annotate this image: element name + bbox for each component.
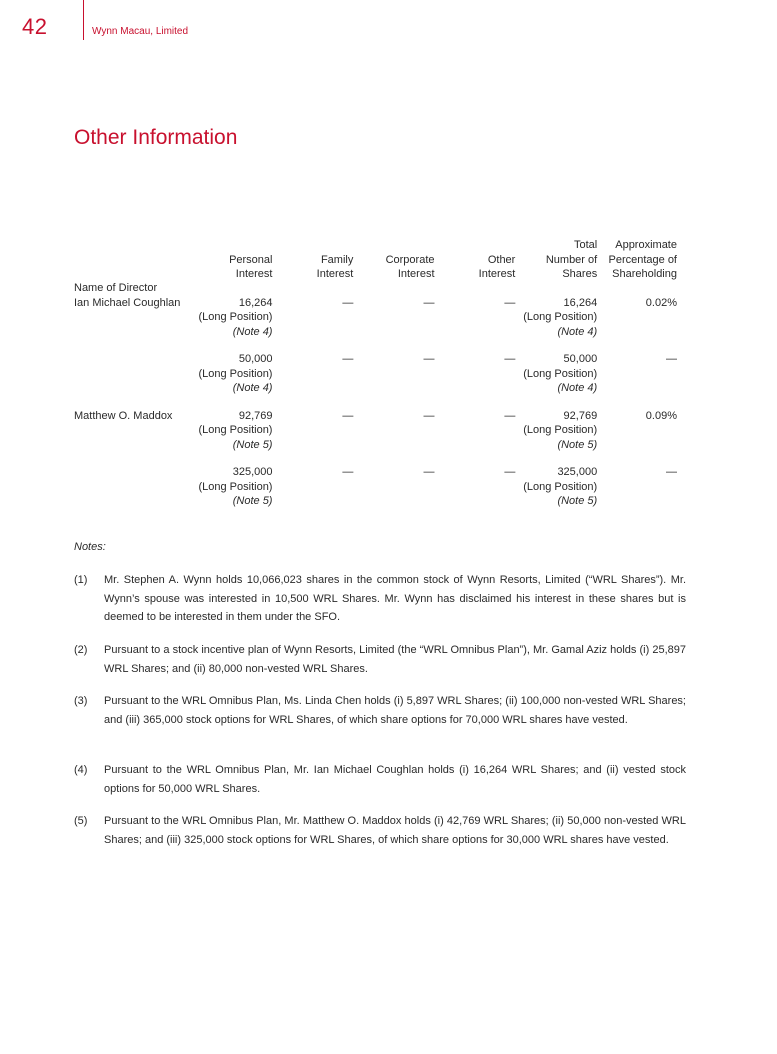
director-name: Ian Michael Coughlan (74, 296, 181, 309)
director-name (74, 465, 198, 509)
personal-interest-cell: 16,264 (Long Position) (Note 4) (198, 296, 273, 338)
note-number: (2) (74, 644, 88, 656)
family-interest-cell: — (342, 296, 354, 309)
header-divider (83, 0, 84, 40)
family-interest-cell: — (342, 409, 354, 422)
corporate-interest-cell: — (423, 409, 435, 422)
directors-interests-table (74, 238, 680, 509)
total-shares-cell: 92,769 (Long Position) (Note 5) (523, 409, 598, 451)
personal-interest-cell: 50,000 (Long Position) (Note 4) (198, 353, 273, 394)
header-name-of-director: Name of Director (74, 282, 158, 294)
table-row (74, 296, 680, 353)
header-corporate-interest: Corporate Interest (385, 253, 435, 280)
note-number: (5) (74, 815, 88, 827)
header-family-interest: Family Interest (316, 253, 354, 280)
company-name: Wynn Macau, Limited (92, 26, 189, 37)
other-interest-cell: — (504, 466, 516, 478)
family-interest-cell: — (342, 353, 354, 365)
table-row (74, 352, 680, 409)
other-interest-cell: — (504, 409, 516, 422)
total-shares-cell: 16,264 (Long Position) (Note 4) (523, 296, 598, 338)
header-percentage: Approximate Percentage of Shareholding (608, 239, 677, 280)
note-number: (4) (74, 764, 88, 776)
note-number: (3) (74, 695, 88, 707)
percentage-cell: — (666, 466, 677, 478)
corporate-interest-cell: — (423, 296, 435, 309)
other-interest-cell: — (504, 353, 516, 365)
note-item (74, 761, 686, 798)
notes-heading: Notes: (74, 541, 106, 553)
note-item (74, 641, 686, 678)
section-title: Other Information (74, 126, 238, 149)
note-item (74, 571, 686, 627)
personal-interest-cell: 92,769 (Long Position) (Note 5) (198, 409, 273, 451)
director-name (74, 352, 198, 409)
note-number: (1) (74, 574, 88, 586)
corporate-interest-cell: — (423, 353, 435, 365)
table-row (74, 409, 680, 466)
note-item (74, 692, 686, 729)
family-interest-cell: — (342, 466, 354, 478)
note-text: Pursuant to the WRL Omnibus Plan, Mr. Matthew O. Maddox holds (i) 42,769 WRL Shares; (ii) 50,000 non-vested WRL Shares; and (iii) 325,000 stock options for WRL Shares, of which share options for 30,000 WRL shares have vested. (104, 815, 686, 846)
table-row (74, 465, 680, 509)
percentage-cell: 0.09% (645, 409, 677, 422)
corporate-interest-cell: — (423, 466, 435, 478)
note-item (74, 812, 686, 849)
page-number: 42 (22, 14, 48, 39)
total-shares-cell: 325,000 (Long Position) (Note 5) (523, 466, 598, 507)
other-interest-cell: — (504, 296, 516, 309)
note-text: Mr. Stephen A. Wynn holds 10,066,023 shares in the common stock of Wynn Resorts, Limited (“WRL Shares”). Mr. Wynn’s spouse was interested in 10,500 WRL Shares. Mr. Wynn has disclaimed his interest in these shares but is deemed to be interested in them under the SFO. (104, 574, 686, 623)
table-header-row (74, 238, 680, 296)
note-text: Pursuant to a stock incentive plan of Wynn Resorts, Limited (the “WRL Omnibus Plan”), Mr. Gamal Aziz holds (i) 25,897 WRL Shares; and (ii) 80,000 non-vested WRL Shares. (104, 644, 686, 675)
total-shares-cell: 50,000 (Long Position) (Note 4) (523, 353, 598, 394)
percentage-cell: — (666, 353, 677, 365)
header-other-interest: Other Interest (478, 253, 516, 280)
note-text: Pursuant to the WRL Omnibus Plan, Mr. Ian Michael Coughlan holds (i) 16,264 WRL Shares; and (ii) vested stock options for 50,000 WRL Shares. (104, 764, 686, 795)
header-total-shares: Total Number of Shares (545, 239, 598, 280)
personal-interest-cell: 325,000 (Long Position) (Note 5) (198, 466, 273, 507)
note-text: Pursuant to the WRL Omnibus Plan, Ms. Linda Chen holds (i) 5,897 WRL Shares; (ii) 100,000 non-vested WRL Shares; and (iii) 365,000 stock options for WRL Shares, of which share options for 70,000 WRL shares have vested. (104, 695, 686, 726)
header-personal-interest: Personal Interest (229, 253, 273, 280)
percentage-cell: 0.02% (645, 296, 677, 309)
director-name: Matthew O. Maddox (74, 409, 173, 422)
